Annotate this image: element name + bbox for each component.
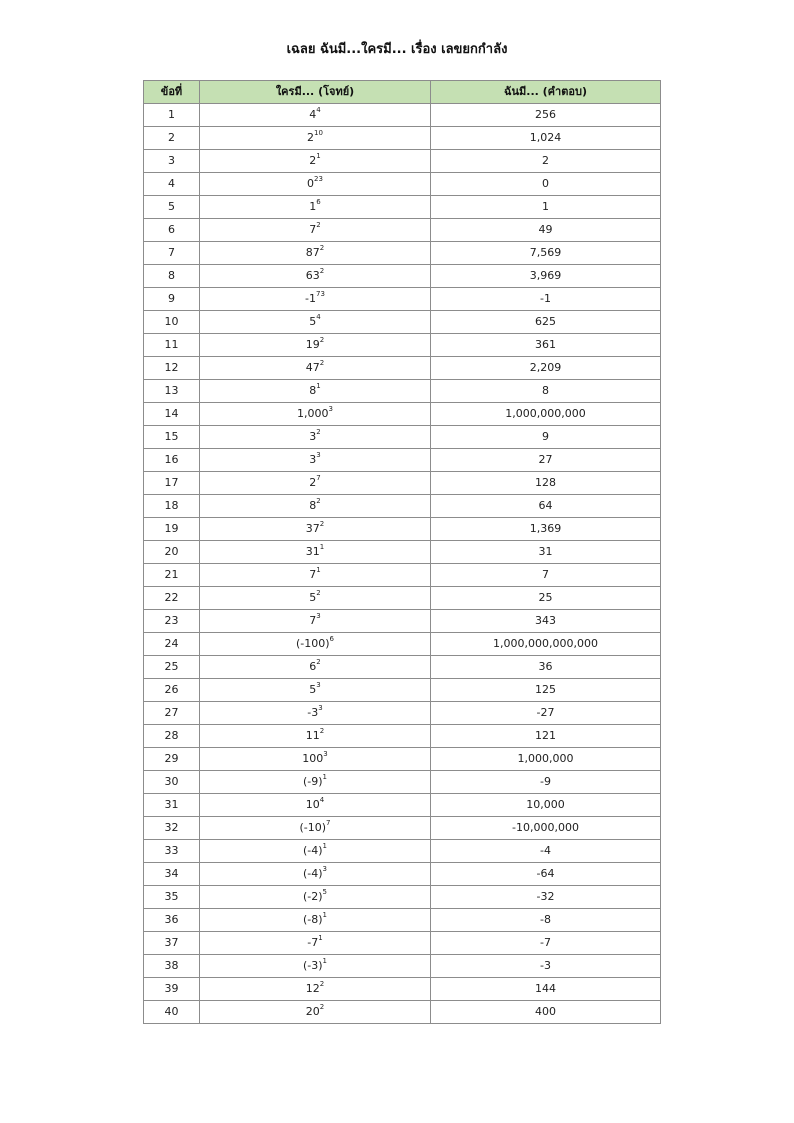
power-exponent: 2 bbox=[319, 980, 325, 989]
power-exponent: 3 bbox=[322, 865, 328, 874]
question-cell bbox=[200, 426, 431, 449]
answer-cell: 1,369 bbox=[431, 518, 661, 541]
question-cell bbox=[200, 311, 431, 334]
item-number-cell: 25 bbox=[144, 656, 200, 679]
question-cell bbox=[200, 472, 431, 495]
power-base: 4 bbox=[309, 108, 317, 121]
table-row bbox=[144, 679, 661, 702]
power-base: (-8) bbox=[302, 913, 323, 926]
table-row bbox=[144, 610, 661, 633]
power-exponent: 3 bbox=[316, 451, 321, 460]
power-exponent: 2 bbox=[316, 428, 321, 437]
answer-cell: 49 bbox=[431, 219, 661, 242]
question-cell bbox=[200, 955, 431, 978]
power-base: 8 bbox=[309, 384, 317, 397]
item-number-cell: 28 bbox=[144, 725, 200, 748]
item-number-cell: 22 bbox=[144, 587, 200, 610]
table-row bbox=[144, 541, 661, 564]
answer-cell: 31 bbox=[431, 541, 661, 564]
answer-cell: 125 bbox=[431, 679, 661, 702]
question-cell bbox=[200, 702, 431, 725]
power-exponent: 1 bbox=[322, 773, 328, 782]
answer-cell: 361 bbox=[431, 334, 661, 357]
power-base: (-3) bbox=[302, 959, 323, 972]
power-base: (-10) bbox=[299, 821, 327, 834]
item-number-cell: 23 bbox=[144, 610, 200, 633]
power-exponent: 2 bbox=[319, 520, 325, 529]
table-row bbox=[144, 564, 661, 587]
item-number-cell: 36 bbox=[144, 909, 200, 932]
table-row bbox=[144, 334, 661, 357]
table-row bbox=[144, 495, 661, 518]
answer-cell: 7,569 bbox=[431, 242, 661, 265]
table-row bbox=[144, 288, 661, 311]
question-cell bbox=[200, 909, 431, 932]
question-cell bbox=[200, 610, 431, 633]
power-exponent: 3 bbox=[316, 681, 321, 690]
answer-cell: -10,000,000 bbox=[431, 817, 661, 840]
question-cell bbox=[200, 403, 431, 426]
answer-cell: 400 bbox=[431, 1001, 661, 1024]
item-number-cell: 7 bbox=[144, 242, 200, 265]
table-row bbox=[144, 656, 661, 679]
power-exponent: 2 bbox=[319, 336, 325, 345]
answer-cell: 1,000,000,000 bbox=[431, 403, 661, 426]
power-exponent: 5 bbox=[322, 888, 328, 897]
power-base: 5 bbox=[309, 315, 317, 328]
question-cell bbox=[200, 725, 431, 748]
answer-cell: 25 bbox=[431, 587, 661, 610]
answer-cell: -27 bbox=[431, 702, 661, 725]
question-cell bbox=[200, 173, 431, 196]
table-row bbox=[144, 219, 661, 242]
power-exponent: 23 bbox=[314, 175, 323, 184]
item-number-cell: 31 bbox=[144, 794, 200, 817]
item-number-cell: 12 bbox=[144, 357, 200, 380]
table-row bbox=[144, 955, 661, 978]
answer-cell: 0 bbox=[431, 173, 661, 196]
power-exponent: 4 bbox=[316, 313, 321, 322]
answer-cell: 1,000,000,000,000 bbox=[431, 633, 661, 656]
item-number-cell: 20 bbox=[144, 541, 200, 564]
power-base: (-100) bbox=[295, 637, 330, 650]
question-cell bbox=[200, 817, 431, 840]
question-cell bbox=[200, 633, 431, 656]
answer-cell: 2 bbox=[431, 150, 661, 173]
question-cell bbox=[200, 219, 431, 242]
question-cell bbox=[200, 863, 431, 886]
power-exponent: 3 bbox=[318, 704, 323, 713]
table-row bbox=[144, 840, 661, 863]
answer-cell: 144 bbox=[431, 978, 661, 1001]
power-base: 7 bbox=[309, 223, 317, 236]
item-number-cell: 5 bbox=[144, 196, 200, 219]
power-exponent: 1 bbox=[322, 911, 328, 920]
question-cell bbox=[200, 886, 431, 909]
power-exponent: 2 bbox=[316, 658, 321, 667]
table-row bbox=[144, 978, 661, 1001]
table-row bbox=[144, 725, 661, 748]
table-row bbox=[144, 265, 661, 288]
power-exponent: 1 bbox=[322, 957, 328, 966]
power-exponent: 2 bbox=[319, 727, 325, 736]
table-row bbox=[144, 1001, 661, 1024]
item-number-cell: 21 bbox=[144, 564, 200, 587]
power-base: (-4) bbox=[302, 867, 323, 880]
table-row bbox=[144, 449, 661, 472]
table-row bbox=[144, 472, 661, 495]
item-number-cell: 11 bbox=[144, 334, 200, 357]
question-cell bbox=[200, 564, 431, 587]
answer-table bbox=[143, 80, 661, 1024]
power-base: 12 bbox=[305, 982, 320, 995]
answer-cell: 1,000,000 bbox=[431, 748, 661, 771]
power-base: (-9) bbox=[302, 775, 323, 788]
power-exponent: 3 bbox=[316, 612, 321, 621]
power-exponent: 2 bbox=[319, 267, 325, 276]
item-number-cell: 6 bbox=[144, 219, 200, 242]
answer-cell: 36 bbox=[431, 656, 661, 679]
answer-cell: 128 bbox=[431, 472, 661, 495]
power-base: -7 bbox=[307, 936, 319, 949]
item-number-cell: 27 bbox=[144, 702, 200, 725]
item-number-cell: 9 bbox=[144, 288, 200, 311]
answer-cell: 1,024 bbox=[431, 127, 661, 150]
item-number-cell: 33 bbox=[144, 840, 200, 863]
item-number-cell: 37 bbox=[144, 932, 200, 955]
question-cell bbox=[200, 932, 431, 955]
answer-cell: -7 bbox=[431, 932, 661, 955]
table-row bbox=[144, 196, 661, 219]
header-answer: ฉันมี... (คำตอบ) bbox=[431, 81, 661, 104]
power-exponent: 2 bbox=[319, 244, 325, 253]
power-exponent: 1 bbox=[322, 842, 328, 851]
item-number-cell: 26 bbox=[144, 679, 200, 702]
question-cell bbox=[200, 380, 431, 403]
power-base: 7 bbox=[309, 614, 317, 627]
power-base: 5 bbox=[309, 591, 317, 604]
question-cell bbox=[200, 541, 431, 564]
power-base: 47 bbox=[305, 361, 320, 374]
question-cell bbox=[200, 242, 431, 265]
question-cell bbox=[200, 1001, 431, 1024]
table-row bbox=[144, 518, 661, 541]
power-exponent: 2 bbox=[319, 359, 325, 368]
item-number-cell: 2 bbox=[144, 127, 200, 150]
question-cell bbox=[200, 748, 431, 771]
item-number-cell: 14 bbox=[144, 403, 200, 426]
item-number-cell: 29 bbox=[144, 748, 200, 771]
power-base: 3 bbox=[309, 430, 317, 443]
answer-cell: -64 bbox=[431, 863, 661, 886]
power-base: 7 bbox=[309, 568, 317, 581]
power-exponent: 6 bbox=[329, 635, 335, 644]
item-number-cell: 32 bbox=[144, 817, 200, 840]
header-question: ใครมี... (โจทย์) bbox=[200, 81, 431, 104]
table-row bbox=[144, 909, 661, 932]
table-row bbox=[144, 587, 661, 610]
table-row bbox=[144, 173, 661, 196]
table-row bbox=[144, 311, 661, 334]
question-cell bbox=[200, 587, 431, 610]
answer-cell: 121 bbox=[431, 725, 661, 748]
power-base: (-4) bbox=[302, 844, 323, 857]
power-exponent: 3 bbox=[328, 405, 333, 414]
power-base: 37 bbox=[305, 522, 320, 535]
answer-cell: 8 bbox=[431, 380, 661, 403]
power-exponent: 4 bbox=[319, 796, 325, 805]
answer-cell: -4 bbox=[431, 840, 661, 863]
table-row bbox=[144, 886, 661, 909]
item-number-cell: 4 bbox=[144, 173, 200, 196]
answer-cell: -8 bbox=[431, 909, 661, 932]
answer-cell: 1 bbox=[431, 196, 661, 219]
table-row bbox=[144, 863, 661, 886]
power-exponent: 1 bbox=[316, 382, 321, 391]
power-base: 63 bbox=[305, 269, 320, 282]
question-cell bbox=[200, 288, 431, 311]
power-exponent: 3 bbox=[323, 750, 328, 759]
table-body bbox=[144, 104, 661, 1024]
answer-cell: 10,000 bbox=[431, 794, 661, 817]
power-base: 19 bbox=[305, 338, 320, 351]
power-exponent: 7 bbox=[326, 819, 331, 828]
table-row bbox=[144, 771, 661, 794]
item-number-cell: 24 bbox=[144, 633, 200, 656]
item-number-cell: 3 bbox=[144, 150, 200, 173]
power-base: 3 bbox=[309, 453, 317, 466]
power-exponent: 4 bbox=[316, 106, 321, 115]
table-row bbox=[144, 104, 661, 127]
answer-cell: 9 bbox=[431, 426, 661, 449]
item-number-cell: 38 bbox=[144, 955, 200, 978]
answer-cell: -1 bbox=[431, 288, 661, 311]
question-cell bbox=[200, 794, 431, 817]
item-number-cell: 40 bbox=[144, 1001, 200, 1024]
item-number-cell: 16 bbox=[144, 449, 200, 472]
answer-cell: 256 bbox=[431, 104, 661, 127]
power-base: (-2) bbox=[302, 890, 323, 903]
power-base: 6 bbox=[309, 660, 317, 673]
question-cell bbox=[200, 196, 431, 219]
power-exponent: 10 bbox=[314, 129, 323, 138]
power-base: 20 bbox=[305, 1005, 320, 1018]
power-exponent: 2 bbox=[319, 1003, 325, 1012]
answer-cell: -32 bbox=[431, 886, 661, 909]
item-number-cell: 19 bbox=[144, 518, 200, 541]
item-number-cell: 30 bbox=[144, 771, 200, 794]
item-number-cell: 34 bbox=[144, 863, 200, 886]
answer-cell: -3 bbox=[431, 955, 661, 978]
question-cell bbox=[200, 771, 431, 794]
item-number-cell: 8 bbox=[144, 265, 200, 288]
item-number-cell: 35 bbox=[144, 886, 200, 909]
power-base: 0 bbox=[307, 177, 315, 190]
question-cell bbox=[200, 357, 431, 380]
header-item-number: ข้อที่ bbox=[144, 81, 200, 104]
answer-cell: 343 bbox=[431, 610, 661, 633]
page-title: เฉลย ฉันมี...ใครมี... เรื่อง เลขยกกำลัง bbox=[286, 42, 508, 57]
table-row bbox=[144, 794, 661, 817]
power-base: 1 bbox=[309, 200, 317, 213]
item-number-cell: 15 bbox=[144, 426, 200, 449]
power-exponent: 73 bbox=[316, 290, 325, 299]
question-cell bbox=[200, 679, 431, 702]
power-base: 11 bbox=[305, 729, 320, 742]
item-number-cell: 17 bbox=[144, 472, 200, 495]
item-number-cell: 18 bbox=[144, 495, 200, 518]
power-exponent: 1 bbox=[316, 566, 321, 575]
power-exponent: 2 bbox=[316, 589, 321, 598]
table-row bbox=[144, 150, 661, 173]
answer-cell: 3,969 bbox=[431, 265, 661, 288]
item-number-cell: 13 bbox=[144, 380, 200, 403]
power-exponent: 1 bbox=[318, 934, 323, 943]
power-base: 87 bbox=[305, 246, 320, 259]
table-row bbox=[144, 242, 661, 265]
table-row bbox=[144, 426, 661, 449]
power-base: 2 bbox=[309, 154, 317, 167]
question-cell bbox=[200, 518, 431, 541]
table-row bbox=[144, 380, 661, 403]
table-row bbox=[144, 702, 661, 725]
power-exponent: 2 bbox=[316, 497, 321, 506]
table-row bbox=[144, 748, 661, 771]
table-row bbox=[144, 357, 661, 380]
power-base: 100 bbox=[302, 752, 324, 765]
table-row bbox=[144, 633, 661, 656]
item-number-cell: 39 bbox=[144, 978, 200, 1001]
power-base: 5 bbox=[309, 683, 317, 696]
power-exponent: 7 bbox=[316, 474, 321, 483]
table-row bbox=[144, 817, 661, 840]
power-base: 31 bbox=[305, 545, 320, 558]
answer-cell: -9 bbox=[431, 771, 661, 794]
power-base: 1,000 bbox=[297, 407, 329, 420]
item-number-cell: 10 bbox=[144, 311, 200, 334]
power-base: 10 bbox=[305, 798, 320, 811]
power-base: -1 bbox=[305, 292, 317, 305]
table-header-row bbox=[144, 81, 661, 104]
item-number-cell: 1 bbox=[144, 104, 200, 127]
power-exponent: 2 bbox=[316, 221, 321, 230]
power-base: 2 bbox=[307, 131, 315, 144]
table-row bbox=[144, 403, 661, 426]
question-cell bbox=[200, 127, 431, 150]
power-exponent: 1 bbox=[319, 543, 325, 552]
question-cell bbox=[200, 150, 431, 173]
answer-cell: 2,209 bbox=[431, 357, 661, 380]
question-cell bbox=[200, 265, 431, 288]
question-cell bbox=[200, 840, 431, 863]
question-cell bbox=[200, 656, 431, 679]
answer-cell: 64 bbox=[431, 495, 661, 518]
answer-cell: 27 bbox=[431, 449, 661, 472]
power-base: -3 bbox=[307, 706, 319, 719]
power-exponent: 1 bbox=[316, 152, 321, 161]
power-base: 2 bbox=[309, 476, 317, 489]
power-base: 8 bbox=[309, 499, 317, 512]
question-cell bbox=[200, 104, 431, 127]
question-cell bbox=[200, 449, 431, 472]
question-cell bbox=[200, 495, 431, 518]
question-cell bbox=[200, 334, 431, 357]
table-row bbox=[144, 127, 661, 150]
power-exponent: 6 bbox=[316, 198, 321, 207]
table-row bbox=[144, 932, 661, 955]
answer-cell: 625 bbox=[431, 311, 661, 334]
answer-cell: 7 bbox=[431, 564, 661, 587]
question-cell bbox=[200, 978, 431, 1001]
